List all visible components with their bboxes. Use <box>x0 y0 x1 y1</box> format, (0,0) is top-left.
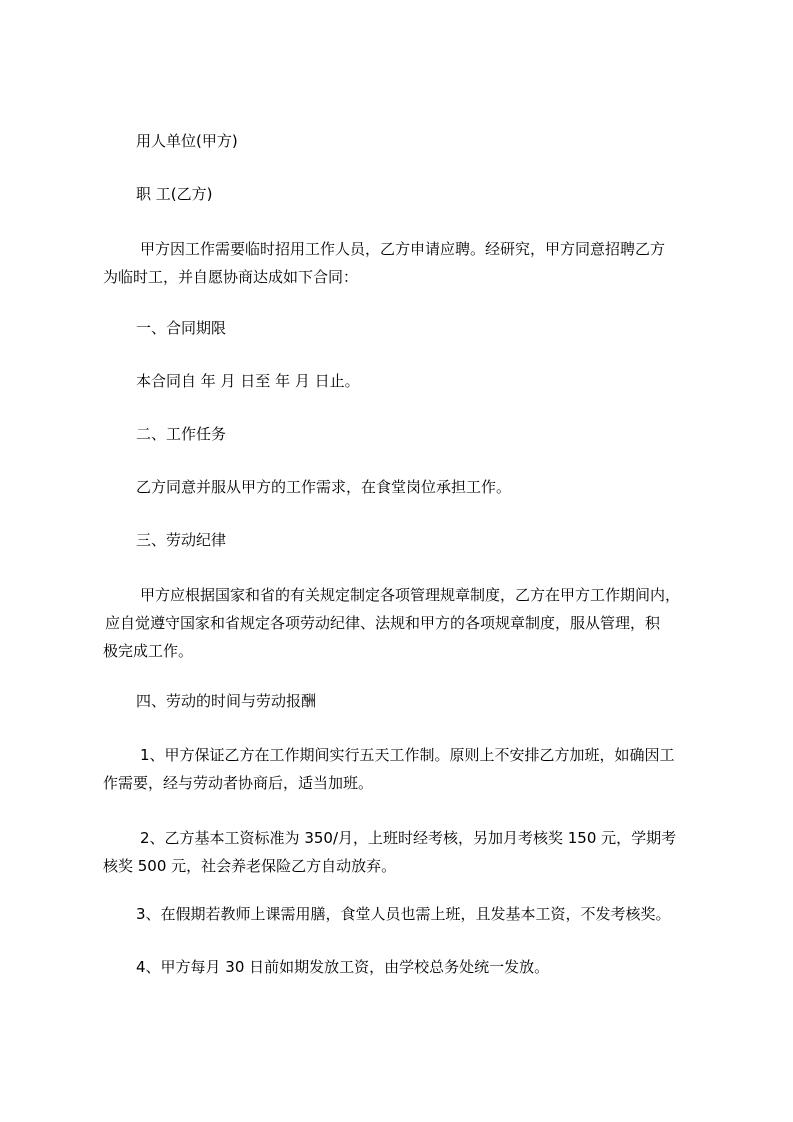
section-3-paragraph <box>103 581 703 665</box>
item-1-line-1: 1、甲方保证乙方在工作期间实行五天工作制。原则上不安排乙方加班，如确因工 <box>140 746 675 764</box>
intro-paragraph <box>103 235 703 291</box>
section-4-item-1 <box>103 741 703 797</box>
section-3-line-2: 应自觉遵守国家和省规定各项劳动纪律、法规和甲方的各项规章制度，服从管理，积 <box>105 614 661 632</box>
item-2-line-2: 核奖 500 元，社会养老保险乙方自动放弃。 <box>103 857 397 875</box>
item-2-line-1: 2、乙方基本工资标准为 350/月，上班时经考核，另加月考核奖 150 元，学期考 <box>140 829 677 847</box>
party-a-label: 用人单位(甲方) <box>136 132 238 150</box>
section-2-heading: 二、工作任务 <box>136 425 227 443</box>
section-3-line-1: 甲方应根据国家和省的有关规定制定各项管理规章制度，乙方在甲方工作期间内， <box>140 586 681 604</box>
party-b-label: 职 工(乙方) <box>136 185 213 203</box>
intro-line-1: 甲方因工作需要临时招用工作人员，乙方申请应聘。经研究，甲方同意招聘乙方 <box>140 240 666 258</box>
section-1-body: 本合同自 年 月 日至 年 月 日止。 <box>136 372 360 390</box>
section-4-item-2 <box>103 824 703 880</box>
section-1-heading: 一、合同期限 <box>136 319 227 337</box>
intro-line-2: 为临时工，并自愿协商达成如下合同： <box>103 268 359 286</box>
section-4-item-4: 4、甲方每月 30 日前如期发放工资，由学校总务处统一发放。 <box>136 958 550 976</box>
section-3-line-3: 极完成工作。 <box>103 642 194 660</box>
section-3-heading: 三、劳动纪律 <box>136 531 227 549</box>
section-4-heading: 四、劳动的时间与劳动报酬 <box>136 692 317 710</box>
section-4-item-3: 3、在假期若教师上课需用膳，食堂人员也需上班，且发基本工资，不发考核奖。 <box>136 905 671 923</box>
section-2-body: 乙方同意并服从甲方的工作需求，在食堂岗位承担工作。 <box>136 478 512 496</box>
item-1-line-2: 作需要，经与劳动者协商后，适当加班。 <box>103 774 374 792</box>
